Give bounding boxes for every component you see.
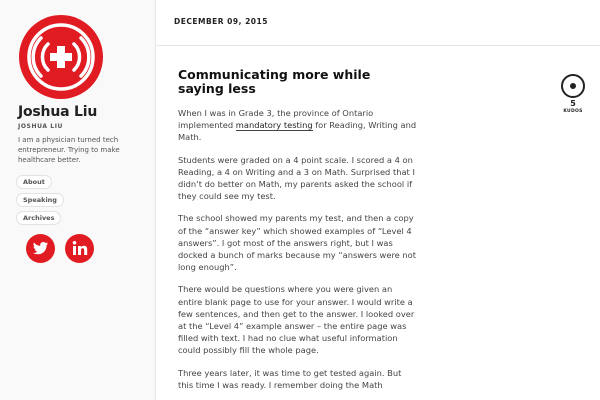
nav-about-link[interactable]: About [16, 175, 52, 189]
kudos-label: KUDOS [563, 109, 583, 114]
paragraph-4: There would be questions where you were given an entire blank page to use for your answer. I would write a few sentences, and then get to the answer. I looked over at the “Level 4” example answer – the entire page was filled with text. I had no clue what useful information could possibly fill the whole page. [178, 284, 415, 356]
paragraph-1 [178, 107, 418, 144]
post-date: DECEMBER 09, 2015 [174, 17, 268, 26]
health-cross-broadcast-icon[interactable] [18, 14, 104, 100]
paragraph-5: Three years later, it was time to get tested again. But this time I was ready. I remember doing the Math [178, 367, 402, 390]
kudos-count: 5 [570, 99, 576, 108]
article [178, 68, 418, 400]
paragraph-2: Students were graded on a 4 point scale. I scored a 4 on Reading, a 4 on Writing and a 3 on Math. Surprised that I didn’t do better on Math, my parents asked the school if they could see my test. [178, 154, 415, 202]
post-title: Communicating more while saying less [178, 67, 371, 96]
paragraph-1-text-start: When I was in Grade 3, the province of Ontario implemented [178, 108, 374, 131]
mandatory-testing-link[interactable]: mandatory testing [235, 120, 313, 131]
kudos-circle-icon[interactable] [561, 74, 585, 98]
author-bio: I am a physician turned tech entrepreneur. Trying to make healthcare better. [18, 136, 120, 164]
twitter-icon[interactable] [26, 234, 55, 263]
nav-speaking-link[interactable]: Speaking [16, 193, 64, 207]
paragraph-3: The school showed my parents my test, and then a copy of the “answer key” which showed examples of “Level 4 answers”. I got most of the answers right, but I was docked a bunch of marks because my “answers were not long enough”. [178, 213, 417, 273]
author-name[interactable]: Joshua Liu [18, 104, 98, 120]
kudos-dot [570, 83, 576, 89]
nav-archives-link[interactable]: Archives [16, 211, 61, 225]
sidebar [0, 0, 156, 400]
post-header [157, 0, 600, 46]
linkedin-icon[interactable] [65, 234, 94, 263]
kudos-widget[interactable] [560, 74, 586, 115]
author-subtitle: JOSHUA LIU [18, 123, 64, 130]
paragraph-1-text-end: for Reading, Writing and Math. [178, 120, 417, 143]
